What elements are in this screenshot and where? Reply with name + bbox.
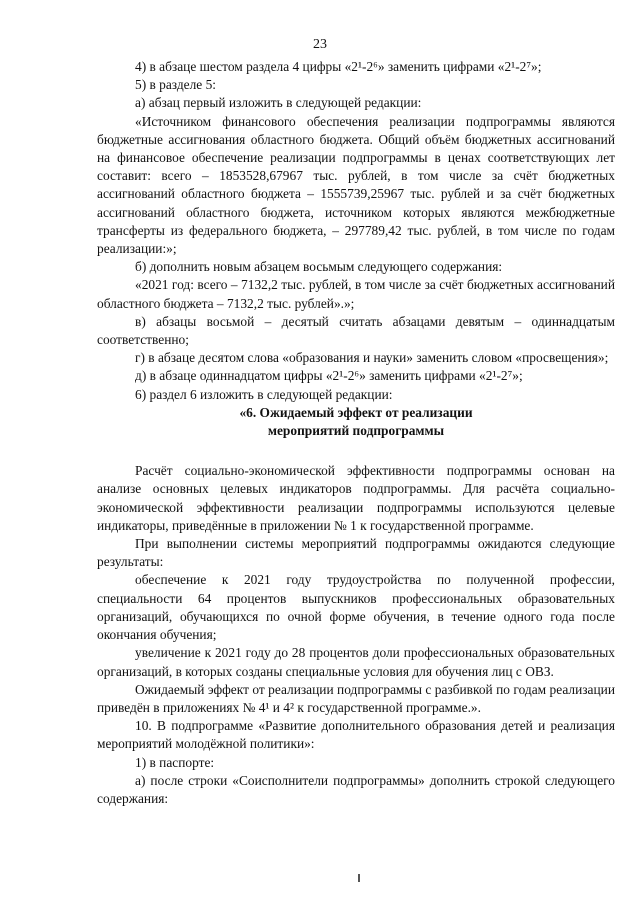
heading-spacer [97,440,615,462]
paragraph-quoted-financing: «Источником финансового обеспечения реализации подпрограммы являются бюджетные ассигнования областного бюджета. Общий объём бюджетных ассигнований на финансовое обеспечение реализации подпрограммы в ценах соответствующих лет составит: всего – 1853528,67967 тыс. рублей, в том числе за счёт бюджетных ассигнований областного бюджета – 1555739,25967 тыс. рублей и за счёт бюджетных ассигнований областного бюджета, источником которых являются межбюджетные трансферты из федерального бюджета, – 297789,42 тыс. рублей, в том числе по годам реализации:»; [97,113,615,257]
paragraph-subitem-g: г) в абзаце десятом слова «образования и науки» заменить словом «просвещения»; [135,350,609,366]
paragraph-item-6-section-6: 6) раздел 6 изложить в следующей редакции: [135,386,393,402]
paragraph-subitem-d: д) в абзаце одиннадцатом цифры «2¹-2⁶» заменить цифрами «2¹-2⁷»; [135,368,523,384]
paragraph-item-10: 10. В подпрограмме «Развитие дополнительного образования детей и реализация мероприятий молодёжной политики»: [97,718,615,752]
section-heading-line-2: мероприятий подпрограммы [267,423,445,439]
paragraph-subitem-b: б) дополнить новым абзацем восьмым следующего содержания: [135,259,503,275]
paragraph-result-ovz: увеличение к 2021 году до 28 процентов доли профессиональных образовательных организаций, в которых созданы специальные условия для обучения лиц с ОВЗ. [97,645,615,679]
paragraph-subitem-a-coexecutors: а) после строки «Соисполнители подпрограммы» дополнить строкой следующего содержания: [97,772,615,806]
paragraph-item-5-section-5: 5) в разделе 5: [135,77,217,93]
paragraph-item-4-section-4: 4) в абзаце шестом раздела 4 цифры «2¹-2⁶» заменить цифрами «2¹-2⁷»; [135,59,542,74]
paragraph-subitem-v: в) абзацы восьмой – десятый считать абзацами девятым – одиннадцатым соответственно; [97,313,615,348]
paragraph-efficiency-calc: Расчёт социально-экономической эффективности подпрограммы основан на анализе основных целевых индикаторов подпрограммы. Для расчёта социально-экономической эффективности реализации подпрограммы используются целевые индикаторы, приведённые в приложении № 1 к государственной программе. [97,463,615,533]
document-body [97,58,615,808]
paragraph-quoted-2021: «2021 год: всего – 7132,2 тыс. рублей, в том числе за счёт бюджетных ассигнований областного бюджета – 7132,2 тыс. рублей».»; [97,277,615,311]
section-heading-line-1: «6. Ожидаемый эффект от реализации [239,404,473,420]
paragraph-effect-by-years: Ожидаемый эффект от реализации подпрограммы с разбивкой по годам реализации приведён в приложениях № 4¹ и 4² к государственной программе.». [97,681,615,715]
paragraph-result-employment: обеспечение к 2021 году трудоустройства по полученной профессии, специальности 64 процентов выпускников профессиональных образовательных организаций, обучающихся по очной форме обучения, в течение одного года после окончания обучения; [97,572,615,643]
paragraph-subitem-a: а) абзац первый изложить в следующей редакции: [135,95,422,111]
page-number: 23 [313,37,327,52]
scan-mark [358,874,360,882]
paragraph-expected-results: При выполнении системы мероприятий подпрограммы ожидаются следующие результаты: [97,536,615,570]
paragraph-passport: 1) в паспорте: [135,754,215,770]
